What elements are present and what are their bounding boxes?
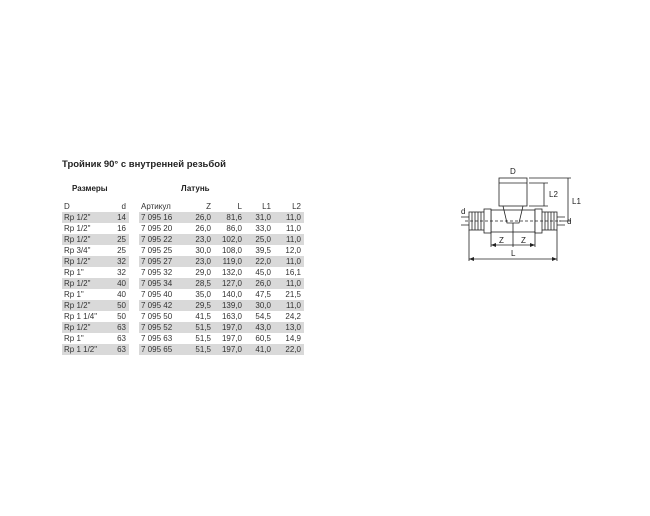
label-L: L — [511, 249, 516, 258]
cell-D: Rp 1/2" — [62, 322, 102, 333]
cell-D: Rp 1/2" — [64, 224, 91, 233]
cell-D: Rp 1" — [64, 268, 84, 277]
cell-D: Rp 1/2" — [62, 256, 102, 267]
arrow-Z-left — [491, 243, 496, 247]
cell-D: Rp 1/2" — [62, 300, 102, 311]
table-row — [62, 322, 304, 333]
sizes-header: Размеры — [72, 184, 108, 193]
cell-L: 132,0 — [221, 268, 242, 277]
cell-L1: 26,0 — [245, 278, 274, 289]
cell-L1: 39,5 — [255, 246, 271, 255]
cell-L1: 47,5 — [255, 290, 271, 299]
cell-article: 7 095 16 — [139, 212, 185, 223]
cell-d: 40 — [117, 290, 126, 299]
brass-header: Латунь — [181, 184, 210, 193]
cell-article: 7 095 32 — [141, 268, 173, 277]
cell-L2: 11,0 — [274, 234, 304, 245]
cell-L2: 11,0 — [274, 212, 304, 223]
cell-d: 32 — [102, 256, 129, 267]
cell-Z: 26,0 — [195, 224, 211, 233]
dim-Z — [491, 223, 535, 247]
cell-L: 119,0 — [214, 256, 245, 267]
column-gap — [129, 278, 139, 289]
table-row — [62, 256, 304, 267]
col-header-L1: L1 — [262, 202, 271, 211]
cell-Z: 29,0 — [195, 268, 211, 277]
table-row — [62, 234, 304, 245]
cell-article: 7 095 50 — [141, 312, 173, 321]
cell-L: 108,0 — [221, 246, 242, 255]
cell-L: 197,0 — [221, 334, 242, 343]
cell-d: 50 — [117, 312, 126, 321]
branch-neck — [503, 206, 523, 223]
cell-L1: 30,0 — [245, 300, 274, 311]
cell-article: 7 095 20 — [141, 224, 173, 233]
cell-L1: 60,5 — [255, 334, 271, 343]
cell-L2: 16,1 — [285, 268, 301, 277]
cell-Z: 29,5 — [185, 300, 214, 311]
cell-article: 7 095 27 — [139, 256, 185, 267]
cell-article: 7 095 22 — [139, 234, 185, 245]
column-gap — [129, 267, 139, 278]
col-header-L2: L2 — [292, 202, 301, 211]
column-gap — [129, 201, 139, 212]
column-gap — [129, 223, 139, 234]
cell-L: 140,0 — [221, 290, 242, 299]
cell-L2: 13,0 — [274, 322, 304, 333]
cell-Z: 26,0 — [185, 212, 214, 223]
cell-d: 14 — [102, 212, 129, 223]
cell-L2: 11,0 — [274, 256, 304, 267]
cell-L1: 25,0 — [245, 234, 274, 245]
cell-L1: 22,0 — [245, 256, 274, 267]
column-gap — [129, 289, 139, 300]
spec-table — [62, 201, 304, 355]
cell-d: 63 — [102, 344, 129, 355]
table-row — [62, 300, 304, 311]
cell-D: Rp 1/2" — [62, 278, 102, 289]
cell-article: 7 095 34 — [139, 278, 185, 289]
label-d-left: d — [461, 207, 466, 216]
cell-d: 16 — [117, 224, 126, 233]
table-row — [62, 267, 304, 278]
column-header-row — [62, 201, 304, 212]
cell-article: 7 095 63 — [141, 334, 173, 343]
cell-L1: 31,0 — [245, 212, 274, 223]
col-header-article: Артикул — [141, 202, 171, 211]
cell-L: 163,0 — [221, 312, 242, 321]
cell-article: 7 095 40 — [141, 290, 173, 299]
cell-D: Rp 3/4" — [64, 246, 91, 255]
cell-L2: 14,9 — [285, 334, 301, 343]
col-header-Z: Z — [206, 202, 211, 211]
cell-Z: 28,5 — [185, 278, 214, 289]
column-gap — [129, 245, 139, 256]
cell-L2: 11,0 — [286, 224, 301, 233]
cell-article: 7 095 65 — [139, 344, 185, 355]
page-title: Тройник 90° с внутренней резьбой — [62, 159, 226, 170]
label-Z-left: Z — [499, 236, 504, 245]
table-row — [62, 245, 304, 256]
col-header-d: d — [121, 202, 126, 211]
tee-fitting-diagram — [455, 165, 590, 270]
cell-L: 197,0 — [214, 322, 245, 333]
cell-L2: 11,0 — [274, 300, 304, 311]
label-D: D — [510, 167, 516, 176]
cell-L: 127,0 — [214, 278, 245, 289]
column-gap — [129, 234, 139, 245]
dim-L2 — [529, 183, 548, 206]
column-gap — [129, 256, 139, 267]
column-gap — [129, 333, 139, 344]
table-row — [62, 223, 304, 234]
table-row — [62, 212, 304, 223]
cell-article: 7 095 52 — [139, 322, 185, 333]
cell-D: Rp 1 1/2" — [62, 344, 102, 355]
cell-Z: 30,0 — [195, 246, 211, 255]
cell-d: 25 — [117, 246, 126, 255]
column-gap — [129, 322, 139, 333]
cell-Z: 35,0 — [195, 290, 211, 299]
cell-L: 139,0 — [214, 300, 245, 311]
cell-Z: 51,5 — [195, 334, 211, 343]
label-L1: L1 — [572, 197, 581, 206]
cell-L1: 54,5 — [255, 312, 271, 321]
cell-D: Rp 1" — [64, 290, 84, 299]
cell-L1: 41,0 — [245, 344, 274, 355]
table-row — [62, 289, 304, 300]
table-row — [62, 333, 304, 344]
table-row — [62, 311, 304, 322]
column-gap — [129, 311, 139, 322]
cell-d: 40 — [102, 278, 129, 289]
cell-L: 86,0 — [226, 224, 242, 233]
cell-d: 63 — [117, 334, 126, 343]
cell-d: 32 — [117, 268, 126, 277]
cell-article: 7 095 42 — [139, 300, 185, 311]
cell-L2: 12,0 — [285, 246, 301, 255]
cell-d: 25 — [102, 234, 129, 245]
column-gap — [129, 300, 139, 311]
cell-d: 63 — [102, 322, 129, 333]
arrow-L-right — [552, 257, 557, 261]
cell-article: 7 095 25 — [141, 246, 173, 255]
table-row — [62, 344, 304, 355]
cell-L1: 45,0 — [255, 268, 271, 277]
cell-Z: 51,5 — [185, 322, 214, 333]
cell-L2: 22,0 — [274, 344, 304, 355]
spec-table-body — [62, 212, 304, 355]
label-d-right: d — [567, 217, 572, 226]
cell-L: 81,6 — [214, 212, 245, 223]
cell-D: Rp 1/2" — [62, 234, 102, 245]
arrow-L-left — [469, 257, 474, 261]
cell-Z: 51,5 — [185, 344, 214, 355]
arrow-Z-right — [530, 243, 535, 247]
cell-L2: 21,5 — [285, 290, 301, 299]
cell-Z: 23,0 — [185, 234, 214, 245]
cell-L2: 24,2 — [285, 312, 301, 321]
label-Z-right: Z — [521, 236, 526, 245]
cell-D: Rp 1/2" — [62, 212, 102, 223]
cell-Z: 41,5 — [195, 312, 211, 321]
label-L2: L2 — [549, 190, 558, 199]
cell-L: 197,0 — [214, 344, 245, 355]
cell-L2: 11,0 — [274, 278, 304, 289]
table-row — [62, 278, 304, 289]
cell-L1: 33,0 — [255, 224, 271, 233]
col-header-L: L — [237, 202, 242, 211]
cell-L: 102,0 — [214, 234, 245, 245]
cell-Z: 23,0 — [185, 256, 214, 267]
column-gap — [129, 212, 139, 223]
branch-socket — [499, 178, 527, 206]
cell-D: Rp 1 1/4" — [64, 312, 98, 321]
cell-d: 50 — [102, 300, 129, 311]
cell-L1: 43,0 — [245, 322, 274, 333]
column-gap — [129, 344, 139, 355]
cell-D: Rp 1" — [64, 334, 84, 343]
col-header-D: D — [64, 202, 70, 211]
